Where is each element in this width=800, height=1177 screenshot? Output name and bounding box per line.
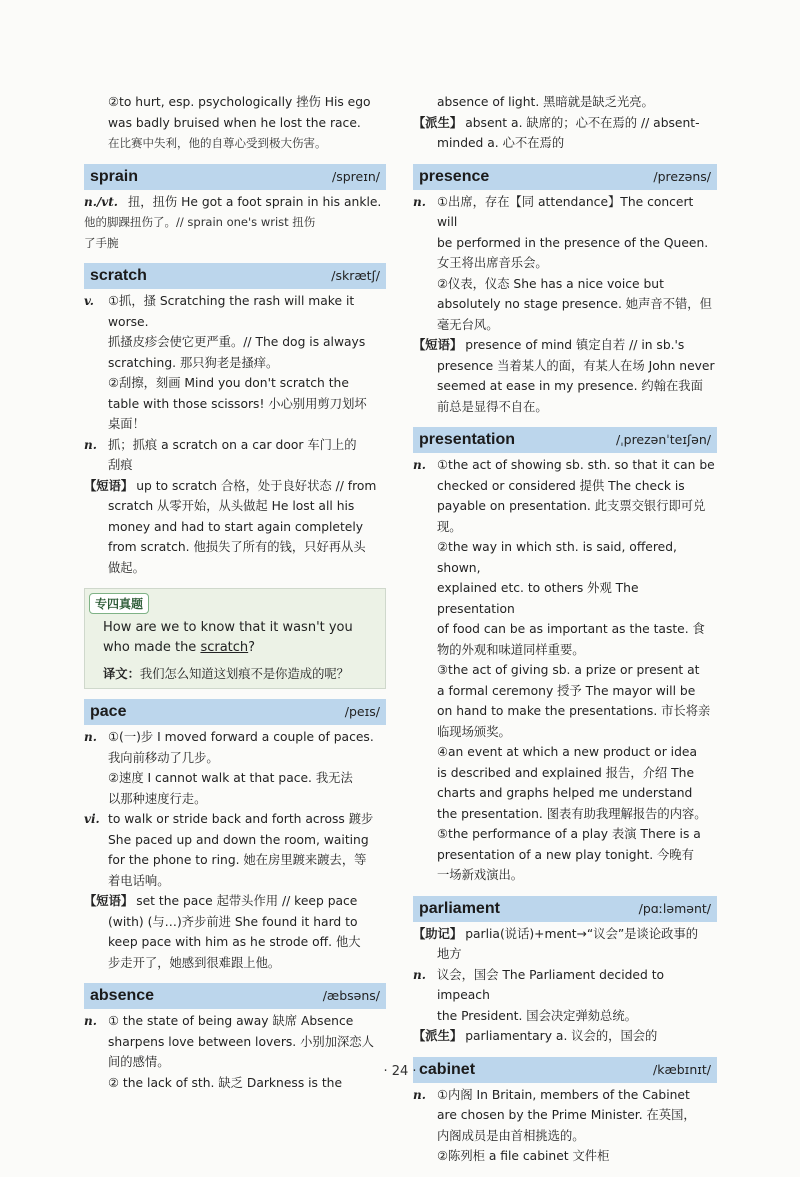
- sense-line: (with) (与…)齐步前进 She found it hard to: [108, 914, 358, 929]
- sense-line: be performed in the presence of the Queen.: [437, 235, 709, 250]
- part-of-speech: n.: [413, 458, 426, 472]
- definition: 扭，扭伤 He got a foot sprain in his ankle.: [128, 194, 382, 209]
- sense-line: 临现场颁奖。: [437, 724, 511, 739]
- headword: presence: [419, 167, 490, 185]
- headword-bar: [84, 164, 386, 190]
- mnemonic-line: [413, 924, 717, 945]
- sense-line: presence 当着某人的面，有某人在场 John never: [437, 358, 715, 373]
- derivative-text: absent a. 缺席的；心不在焉的 // absent-: [465, 115, 700, 130]
- sense-line: ②刮擦，刻画 Mind you don't scratch the: [108, 376, 349, 390]
- sense-line: sharpens love between lovers. 小别加深恋人: [108, 1034, 374, 1049]
- part-of-speech: n.: [84, 1014, 97, 1028]
- part-of-speech: n.: [413, 1087, 426, 1102]
- sense-line: 地方: [437, 947, 462, 961]
- sense-line: the President. 国会决定弹劾总统。: [437, 1008, 637, 1023]
- headword: sprain: [90, 167, 139, 185]
- sense-line: seemed at ease in my presence. 约翰在我面: [437, 379, 703, 393]
- sense-line: presentation of a new play tonight. 今晚有: [437, 847, 694, 862]
- sense-line: 我向前移动了几步。: [108, 750, 219, 765]
- sense-line: 一场新戏演出。: [437, 868, 524, 882]
- sense-line: She paced up and down the room, waiting: [108, 832, 369, 847]
- sense-line: 抓搔皮疹会使它更严重。// The dog is always: [108, 335, 366, 349]
- phrase-tag: 【短语】: [413, 338, 463, 352]
- headword: absence: [90, 987, 155, 1004]
- pronunciation: /spreɪn/: [332, 168, 380, 184]
- sense-line: was badly bruised when he lost the race.: [108, 115, 361, 130]
- sense-line: table with those scissors! 小心别用剪刀划坏: [108, 396, 367, 411]
- sense-line: ②仪表，仪态 She has a nice voice but: [437, 276, 664, 291]
- headword: scratch: [90, 267, 147, 284]
- sense-line: ②the way in which sth. is said, offered, shown,: [437, 540, 677, 575]
- sense-line: 着电话响。: [108, 873, 170, 888]
- entry-parliament: [413, 896, 717, 1047]
- sense-block: [84, 809, 386, 830]
- pronunciation: /pɑːləmənt/: [638, 900, 711, 916]
- q-part: ?: [248, 640, 256, 655]
- sense-block: [84, 727, 386, 748]
- q-part: who made the: [103, 640, 201, 655]
- translation-text: 我们怎么知道这划痕不是你造成的呢？: [139, 667, 349, 681]
- entry-scratch: [84, 263, 386, 578]
- entry-presentation: [413, 427, 717, 886]
- sense-line: ②速度 I cannot walk at that pace. 我无法: [108, 771, 353, 785]
- underlined-word: scratch: [200, 640, 249, 655]
- entry-presence: [413, 164, 717, 418]
- sense-line: checked or considered 提供 The check is: [437, 478, 685, 493]
- sense-line: 桌面！: [108, 417, 145, 431]
- pronunciation: /skrætʃ/: [331, 268, 380, 283]
- sense-line: 刮痕: [108, 458, 133, 472]
- sense-line: 做起。: [108, 560, 145, 575]
- pronunciation: /prezəns/: [653, 168, 711, 184]
- definition: ① the state of being away 缺席 Absence: [108, 1014, 354, 1028]
- sense-line: is described and explained 报告，介绍 The: [437, 765, 695, 780]
- sense-line: ⑤the performance of a play 表演 There is a: [437, 827, 701, 841]
- exam-translation: [85, 664, 385, 688]
- sense-line: 步走开了，她感到很难跟上他。: [108, 955, 281, 970]
- derivative-tag: 【派生】: [413, 1029, 463, 1043]
- sense-line: of food can be as important as the taste. 食: [437, 622, 705, 636]
- translation-label: 译文：: [103, 667, 140, 681]
- sense-block: [413, 192, 717, 233]
- pronunciation: /kæbɪnɪt/: [653, 1061, 711, 1077]
- sense-line: absence of light. 黑暗就是缺乏光亮。: [437, 95, 654, 109]
- sense-block: [84, 435, 386, 456]
- sense-line: 毫无台风。: [437, 317, 499, 332]
- pronunciation: /æbsəns/: [322, 988, 380, 1003]
- part-of-speech: n.: [413, 194, 426, 209]
- exam-label: 专四真题: [89, 593, 149, 614]
- part-of-speech: n.: [413, 967, 426, 982]
- exam-question-box: [84, 588, 386, 689]
- sense-line: a formal ceremony 授予 The mayor will be: [437, 683, 696, 698]
- sense-line: 前总是显得不自在。: [437, 399, 548, 414]
- sense-line: ④an event at which a new product or idea: [437, 745, 697, 759]
- sense-line: ② the lack of sth. 缺乏 Darkness is the: [108, 1075, 343, 1090]
- sense-line: from scratch. 他损失了所有的钱，只好再从头: [108, 540, 366, 554]
- sense-line: money and had to start again completely: [108, 519, 364, 534]
- sense-line: scratch 从零开始，从头做起 He lost all his: [108, 499, 355, 513]
- definition: ①内阁 In Britain, members of the Cabinet: [437, 1087, 690, 1102]
- entry-sprain: [84, 164, 386, 254]
- sense-line: minded a. 心不在焉的: [437, 136, 565, 150]
- part-of-speech: n.: [84, 730, 97, 744]
- headword-bar: [84, 699, 386, 725]
- headword: presentation: [419, 431, 516, 448]
- page-number: · 24 ·: [383, 1064, 417, 1079]
- entry-pace: [84, 699, 386, 973]
- headword-bar: [413, 427, 717, 453]
- sense-line: scratching. 那只狗老是搔痒。: [108, 355, 279, 370]
- part-of-speech: v.: [84, 294, 94, 308]
- sense-line: explained etc. to others 外观 The presentation: [437, 581, 639, 616]
- exam-question: [85, 614, 385, 664]
- phrase-line: [84, 891, 386, 912]
- headword-bar: [413, 164, 717, 190]
- sense-line: 内阁成员是由首相挑选的。: [437, 1128, 585, 1143]
- phrase-text: set the pace 起带头作用 // keep pace: [136, 894, 358, 908]
- exam-question-line: [103, 638, 375, 658]
- left-column: [84, 92, 386, 1103]
- definition: to walk or stride back and forth across 踱步: [108, 812, 374, 826]
- headword: cabinet: [419, 1060, 476, 1078]
- sense-line: charts and graphs helped me understand: [437, 786, 693, 800]
- pronunciation: /ˌprezənˈteɪʃən/: [615, 432, 711, 447]
- sense-line: 物的外观和味道同样重要。: [437, 642, 585, 657]
- sense-block: [413, 1085, 717, 1106]
- headword-bar: [84, 983, 386, 1009]
- sense-line: for the phone to ring. 她在房里踱来踱去，等: [108, 853, 367, 867]
- sense-line: absolutely no stage presence. 她声音不错，但: [437, 297, 712, 311]
- sense-line: keep pace with him as he strode off. 他大: [108, 935, 361, 949]
- phrase-line: [413, 335, 717, 356]
- part-of-speech: vi.: [84, 812, 100, 826]
- headword-bar: [413, 896, 717, 922]
- sense-line: ②陈列柜 a file cabinet 文件柜: [437, 1149, 610, 1163]
- mnemonic-text: parlia(说话)+ment→“议会”是谈论政事的: [465, 926, 699, 941]
- phrase-tag: 【短语】: [84, 478, 134, 493]
- sense-line: 以那种速度行走。: [108, 791, 207, 806]
- sense-line: ②to hurt, esp. psychologically 挫伤 His ego: [108, 95, 371, 109]
- derivative-text: parliamentary a. 议会的，国会的: [465, 1029, 658, 1043]
- definition: 抓；抓痕 a scratch on a car door 车门上的: [108, 437, 357, 452]
- sense-block: [84, 192, 386, 213]
- sense-line: are chosen by the Prime Minister. 在英国，: [437, 1108, 696, 1122]
- phrase-tag: 【短语】: [84, 894, 134, 908]
- pronunciation: /peɪs/: [344, 704, 380, 719]
- derivative-tag: 【派生】: [413, 115, 463, 130]
- part-of-speech: n./vt.: [84, 194, 118, 209]
- exam-question-line: How are we to know that it wasn't you: [103, 620, 353, 635]
- sense-line: 他的脚踝扭伤了。// sprain one's wrist 扭伤: [84, 215, 316, 229]
- entry-bruise-continued: [84, 92, 386, 154]
- sense-block: [413, 965, 717, 1006]
- phrase-text: presence of mind 镇定自若 // in sb.'s: [465, 338, 685, 352]
- mnemonic-tag: 【助记】: [413, 926, 463, 941]
- entry-absence-continued: [413, 92, 717, 154]
- headword: parliament: [419, 899, 500, 917]
- derivative-line: [413, 1026, 717, 1047]
- phrase-text: up to scratch 合格，处于良好状态 // from: [136, 478, 377, 493]
- sense-line: 了手腕: [84, 235, 119, 250]
- sense-line: 在比赛中失利，他的自尊心受到极大伤害。: [108, 136, 327, 150]
- sense-line: payable on presentation. 此支票交银行即可兑现。: [437, 499, 706, 534]
- sense-line: ③the act of giving sb. a prize or present at: [437, 663, 700, 677]
- sense-block: [413, 455, 717, 476]
- definition: ①抓，搔 Scratching the rash will make it worse.: [108, 294, 355, 329]
- part-of-speech: n.: [84, 437, 97, 452]
- right-column: [413, 92, 717, 1177]
- definition: ①the act of showing sb. sth. so that it can be: [437, 458, 715, 472]
- derivative-line: [413, 113, 717, 134]
- phrase-line: [84, 476, 386, 497]
- sense-line: 间的感情。: [108, 1055, 170, 1069]
- sense-line: 女王将出席音乐会。: [437, 256, 548, 270]
- headword: pace: [90, 703, 127, 720]
- sense-line: the presentation. 图表有助我理解报告的内容。: [437, 806, 707, 821]
- headword-bar: [84, 263, 386, 289]
- definition: 议会，国会 The Parliament decided to impeach: [437, 967, 665, 1002]
- sense-line: on hand to make the presentations. 市长将亲: [437, 704, 711, 718]
- sense-block: [84, 1011, 386, 1032]
- sense-block: [84, 291, 386, 332]
- definition: ①(一)步 I moved forward a couple of paces.: [108, 730, 374, 744]
- definition: ①出席，存在【同 attendance】The concert will: [437, 194, 694, 229]
